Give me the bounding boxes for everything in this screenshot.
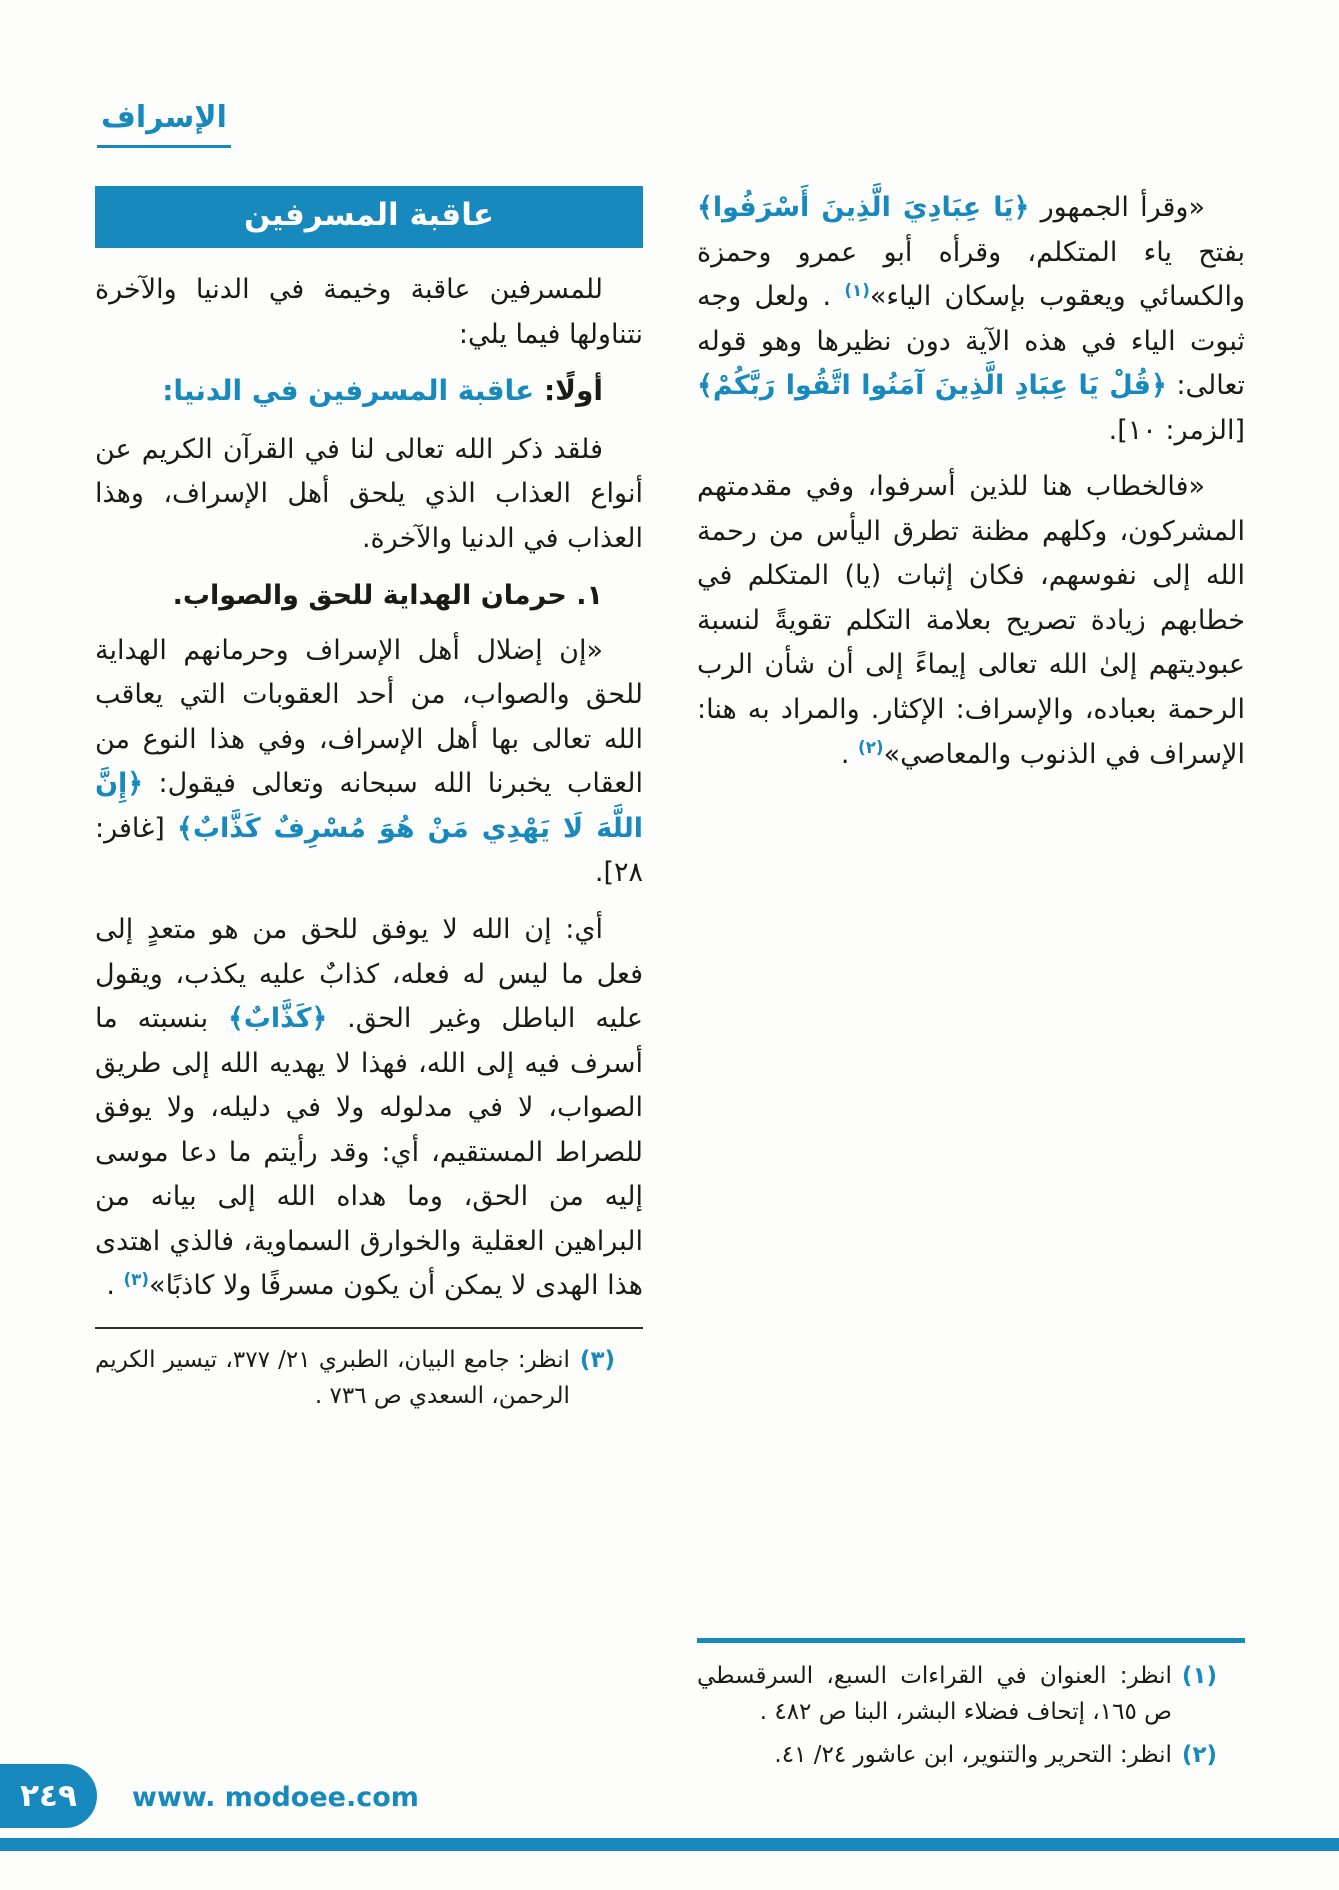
text-segment: أي: إن الله لا يوفق للحق من هو متعدٍ إلى فعل ما ليس له فعله، كذابٌ عليه يكذب، ويقول عليه الباطل وغير الحق. [95, 914, 643, 1035]
footnote-marker: (٣) [579, 1346, 615, 1373]
text-segment: . [106, 1270, 124, 1302]
footnote-marker: (٢) [1181, 1742, 1217, 1769]
footnote-separator-dark [95, 1327, 643, 1329]
section-title-banner: عاقبة المسرفين [95, 186, 643, 248]
verse-citation: [غافر: ٢٨]. [95, 812, 643, 889]
footnote-ref-2: (٢) [858, 737, 884, 758]
text-segment: «وقرأ الجمهور [1029, 192, 1205, 223]
right-column [697, 186, 1245, 1782]
footnotes-right [697, 1638, 1245, 1782]
footnote-3 [95, 1343, 643, 1414]
text-segment: «إن إضلال أهل الإسراف وحرمانهم الهداية للحق والصواب، من أحد العقوبات التي يعاقب الله تعالى بها أهل الإسراف، وفي هذا النوع من العقاب يخبرنا الله سبحانه وتعالى فيقول: [95, 634, 643, 800]
text-segment: . [840, 738, 859, 770]
footnote-2 [697, 1738, 1245, 1774]
text-segment: «فالخطاب هنا للذين أسرفوا، وفي مقدمتهم المشركون، وكلهم مظنة تطرق اليأس من رحمة الله إلى نفوسهم، فكان إثبات (يا) المتكلم في خطابهم زيادة تصريح بعلامة التكلم تقويةً لنسبة عبوديتهم إلىٰ الله تعالى إيماءً إلى أن شأن الرب الرحمة بعباده، والإسراف: الإكثار. والمراد به هنا: الإسراف في الذنوب والمعاصي» [697, 471, 1245, 770]
paragraph-tafsir [95, 908, 643, 1309]
left-column [95, 186, 643, 1422]
quran-verse: ﴿كَذَّابٌ﴾ [227, 1003, 328, 1035]
footnote-ref-3: (٣) [123, 1269, 150, 1290]
website-text: www. modoee.com [132, 1782, 419, 1813]
paragraph-qiraat [697, 186, 1245, 453]
quran-verse: ﴿قُلْ يَا عِبَادِ الَّذِينَ آمَنُوا اتَّقُوا رَبَّكُمْ﴾ [697, 370, 1167, 402]
footnote-text: انظر: العنوان في القراءات السبع، السرقسطي ص ١٦٥، إتحاف فضلاء البشر، البنا ص ٤٨٢ . [697, 1663, 1172, 1725]
paragraph-intro: للمسرفين عاقبة وخيمة في الدنيا والآخرة نتناولها فيما يلي: [95, 274, 643, 350]
footnote-separator-teal [697, 1638, 1245, 1643]
subheading-text: عاقبة المسرفين في الدنيا: [162, 374, 544, 408]
bottom-bar [0, 1838, 1339, 1851]
numbered-heading: ١. حرمان الهداية للحق والصواب. [172, 579, 603, 611]
subheading-first [95, 369, 643, 414]
footnote-1 [697, 1659, 1245, 1730]
footnote-text: انظر: التحرير والتنوير، ابن عاشور ٢٤/ ٤١. [774, 1742, 1172, 1769]
footnote-ref-1: (١) [844, 279, 870, 300]
paragraph-quran-mention: فلقد ذكر الله تعالى لنا في القرآن الكريم عن أنواع العذاب الذي يلحق أهل الإسراف، وهذا العذاب في الدنيا والآخرة. [95, 433, 643, 554]
footnote-text: انظر: جامع البيان، الطبري ٢١/ ٣٧٧، تيسير الكريم الرحمن، السعدي ص ٧٣٦ . [95, 1346, 570, 1409]
quran-verse: ﴿إِنَّ اللَّهَ لَا يَهْدِي مَنْ هُوَ مُسْرِفٌ كَذَّابٌ﴾ [95, 768, 643, 844]
paragraph-khitab [697, 465, 1245, 777]
verse-citation: [الزمر: ١٠]. [1108, 414, 1245, 446]
text-segment: . ولعل وجه ثبوت الياء في هذه الآية دون نظيرها وهو قوله تعالى: [697, 281, 1245, 402]
footnotes-left [95, 1327, 643, 1414]
running-head-title: الإسراف [97, 100, 231, 148]
page-number-tab: ٢٤٩ [0, 1764, 97, 1828]
text-segment: بفتح ياء المتكلم، وقرأه أبو عمرو وحمزة والكسائي ويعقوب بإسكان الياء» [697, 236, 1245, 313]
footnote-marker: (١) [1181, 1663, 1217, 1690]
text-segment: بنسبته ما أسرف فيه إلى الله، فهذا لا يهديه الله إلى طريق الصواب، لا في مدلوله ولا في دليله، ولا يوفق للصراط المستقيم، أي: وقد رأيتم ما دعا موسى إليه من الحق، وما هداه الله إلى بيانه من البراهين العقلية والخوارق السماوية، فالذي اهتدى هذا الهدى لا يمكن أن يكون مسرفًا ولا كاذبًا» [95, 1003, 643, 1302]
paragraph-idlal [95, 629, 643, 896]
quran-verse: ﴿يَا عِبَادِيَ الَّذِينَ أَسْرَفُوا﴾ [697, 192, 1030, 223]
subheading-label: أولًا: [543, 374, 603, 408]
